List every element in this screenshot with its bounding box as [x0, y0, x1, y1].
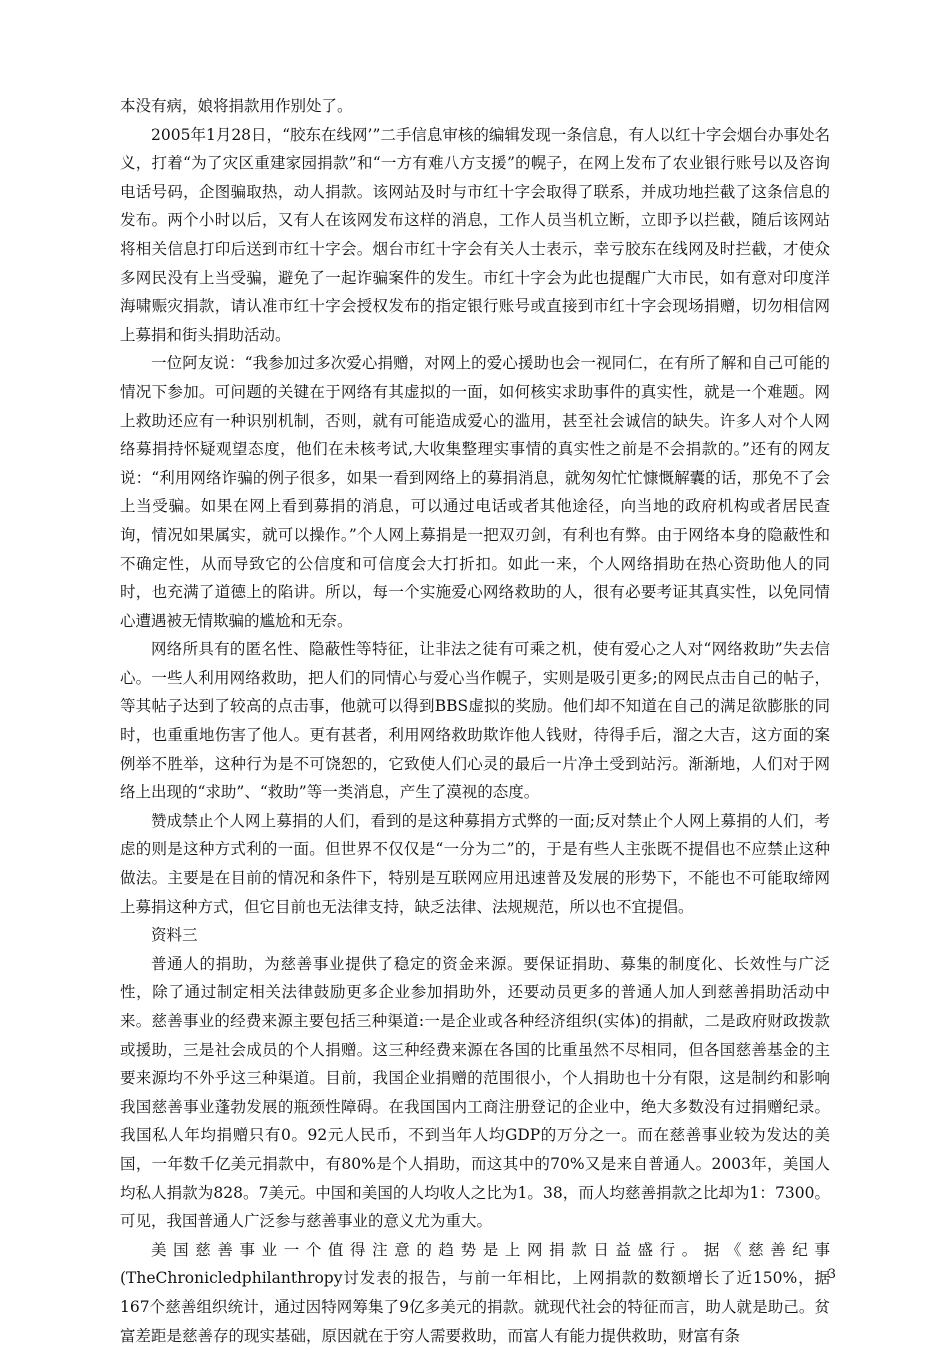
paragraph: 赞成禁止个人网上募捐的人们，看到的是这种募捐方式弊的一面;反对禁止个人网上募捐的人们，考虑的则是这种方式利的一面。但世界不仅仅是“一分为二”的，于是有些人主张既不提倡也不应禁止这种做法。主要是在目前的情况和条件下，特别是互联网应用迅速普及发展的形势下，不能也不可能取缔网上募捐这种方式，但它目前也无法律支持，缺乏法律、法规规范，所以也不宜提倡。 [120, 811, 830, 916]
paragraph-continuation: 本没有病，娘将捐款用作别处了。 [120, 97, 353, 115]
body-text [120, 92, 830, 1350]
paragraph: 一位阿友说：“我参加过多次爱心捐赠，对网上的爱心援助也会一视同仁，在有所了解和自己可能的情况下参加。可问题的关键在于网络有其虚拟的一面，如何核实求助事件的真实性，就是一个难题。网上救助还应有一种识别机制，否则，就有可能造成爱心的滥用，甚至社会诚信的缺失。许多人对个人网络募捐持怀疑观望态度，他们在未核考试,大收集整理实事情的真实性之前是不会捐款的。”还有的网友说：“利用网络诈骗的例子很多，如果一看到网络上的募捐消息，就匆匆忙忙慷慨解囊的话，那免不了会上当受骗。如果在网上看到募捐的消息，可以通过电话或者其他途径，向当地的政府机构或者居民查询，情况如果属实，就可以操作。”个人网上募捐是一把双刃剑，有利也有弊。由于网络本身的隐蔽性和不确定性，从而导致它的公信度和可信度会大打折扣。如此一来，个人网络捐助在热心资助他人的同时，也充满了道德上的陷讲。所以，每一个实施爱心网络救助的人，很有必要考证其真实性，以免同情心遭遇被无情欺骗的尴尬和无奈。 [120, 354, 830, 630]
page-number: 3 [827, 1267, 836, 1282]
paragraph: 网络所具有的匿名性、隐蔽性等特征，让非法之徒有可乘之机，使有爱心之人对“网络救助”失去信心。一些人利用网络救助，把人们的同情心与爱心当作幌子，实则是吸引更多;的网民点击自己的帖子，等其帖子达到了较高的点击事，他就可以得到BBS虚拟的奖励。他们却不知道在自己的满足欲膨胀的同时，也重重地伤害了他人。更有甚者，利用网络救助欺诈他人钱财，待得手后，溜之大吉，这方面的案例举不胜举，这种行为是不可饶恕的，它致使人们心灵的最后一片净土受到站污。渐渐地，人们对于网络上出现的“求助”、“救助”等一类消息，产生了漠视的态度。 [120, 640, 830, 802]
paragraph: 2005年1月28日，“胶东在线网’”二手信息审核的编辑发现一条信息，有人以红十字会烟台办事处名义，打着“为了灾区重建家园捐款”和“一方有难八方支援”的幌子，在网上发布了农业银行账号以及咨询电话号码，企图骗取热，动人捐款。该网站及时与市红十字会取得了联系，并成功地拦截了这条信息的发布。两个小时以后，又有人在该网发布这样的消息，工作人员当机立断，立即予以拦截，随后该网站将相关信息打印后送到市红十字会。烟台市红十字会有关人士表示，幸亏胶东在线网及时拦截，才使众多网民没有上当受骗，避免了一起诈骗案件的发生。市红十字会为此也提醒广大市民，如有意对印度洋海啸赈灾捐款，请认准市红十字会授权发布的指定银行账号或直接到市红十字会现场捐赠，切勿相信网上募捐和街头捐助活动。 [120, 125, 830, 344]
paragraph: 普通人的捐助，为慈善事业提供了稳定的资金来源。要保证捐助、募集的制度化、长效性与广泛性，除了通过制定相关法律鼓励更多企业参加捐助外，还要动员更多的普通人加人到慈善捐助活动中来。慈善事业的经费来源主要包括三种渠道:一是企业或各种经济组织(实体)的捐献，二是政府财政拨款或援助，三是社会成员的个人捐赠。这三种经费来源在各国的比重虽然不尽相同，但各国慈善基金的主要来源均不外乎这三种渠道。目前，我国企业捐赠的范围很小，个人捐助也十分有限，这是制约和影响我国慈善事业蓬勃发展的瓶颈性障碍。在我国国内工商注册登记的企业中，绝大多数没有过捐赠纪录。我国私人年均捐赠只有0。92元人民币，不到当年人均GDP的万分之一。而在慈善事业较为发达的美国，一年数千亿美元捐款中，有80%是个人捐助，而这其中的70%又是来自普通人。2003年，美国人均私人捐款为828。7美元。中国和美国的人均收人之比为1。38，而人均慈善捐款之比却为1：7300。可见，我国普通人广泛参与慈善事业的意义尤为重大。 [120, 954, 830, 1231]
section-heading: 资料三 [151, 926, 198, 945]
paragraph: 美国慈善事业一个值得注意的趋势是上网捐款日益盛行。据《慈善纪事(TheChronicledphilanthropy讨发表的报告，与前一年相比，上网捐款的数额增长了近150%，据167个慈善组织统计，通过因特网筹集了9亿多美元的捐款。就现代社会的特征而言，助人就是助己。贫富差距是慈善存的现实基础，原因就在于穷人需要救助，而富人有能力提供救助，财富有条 [120, 1240, 830, 1345]
